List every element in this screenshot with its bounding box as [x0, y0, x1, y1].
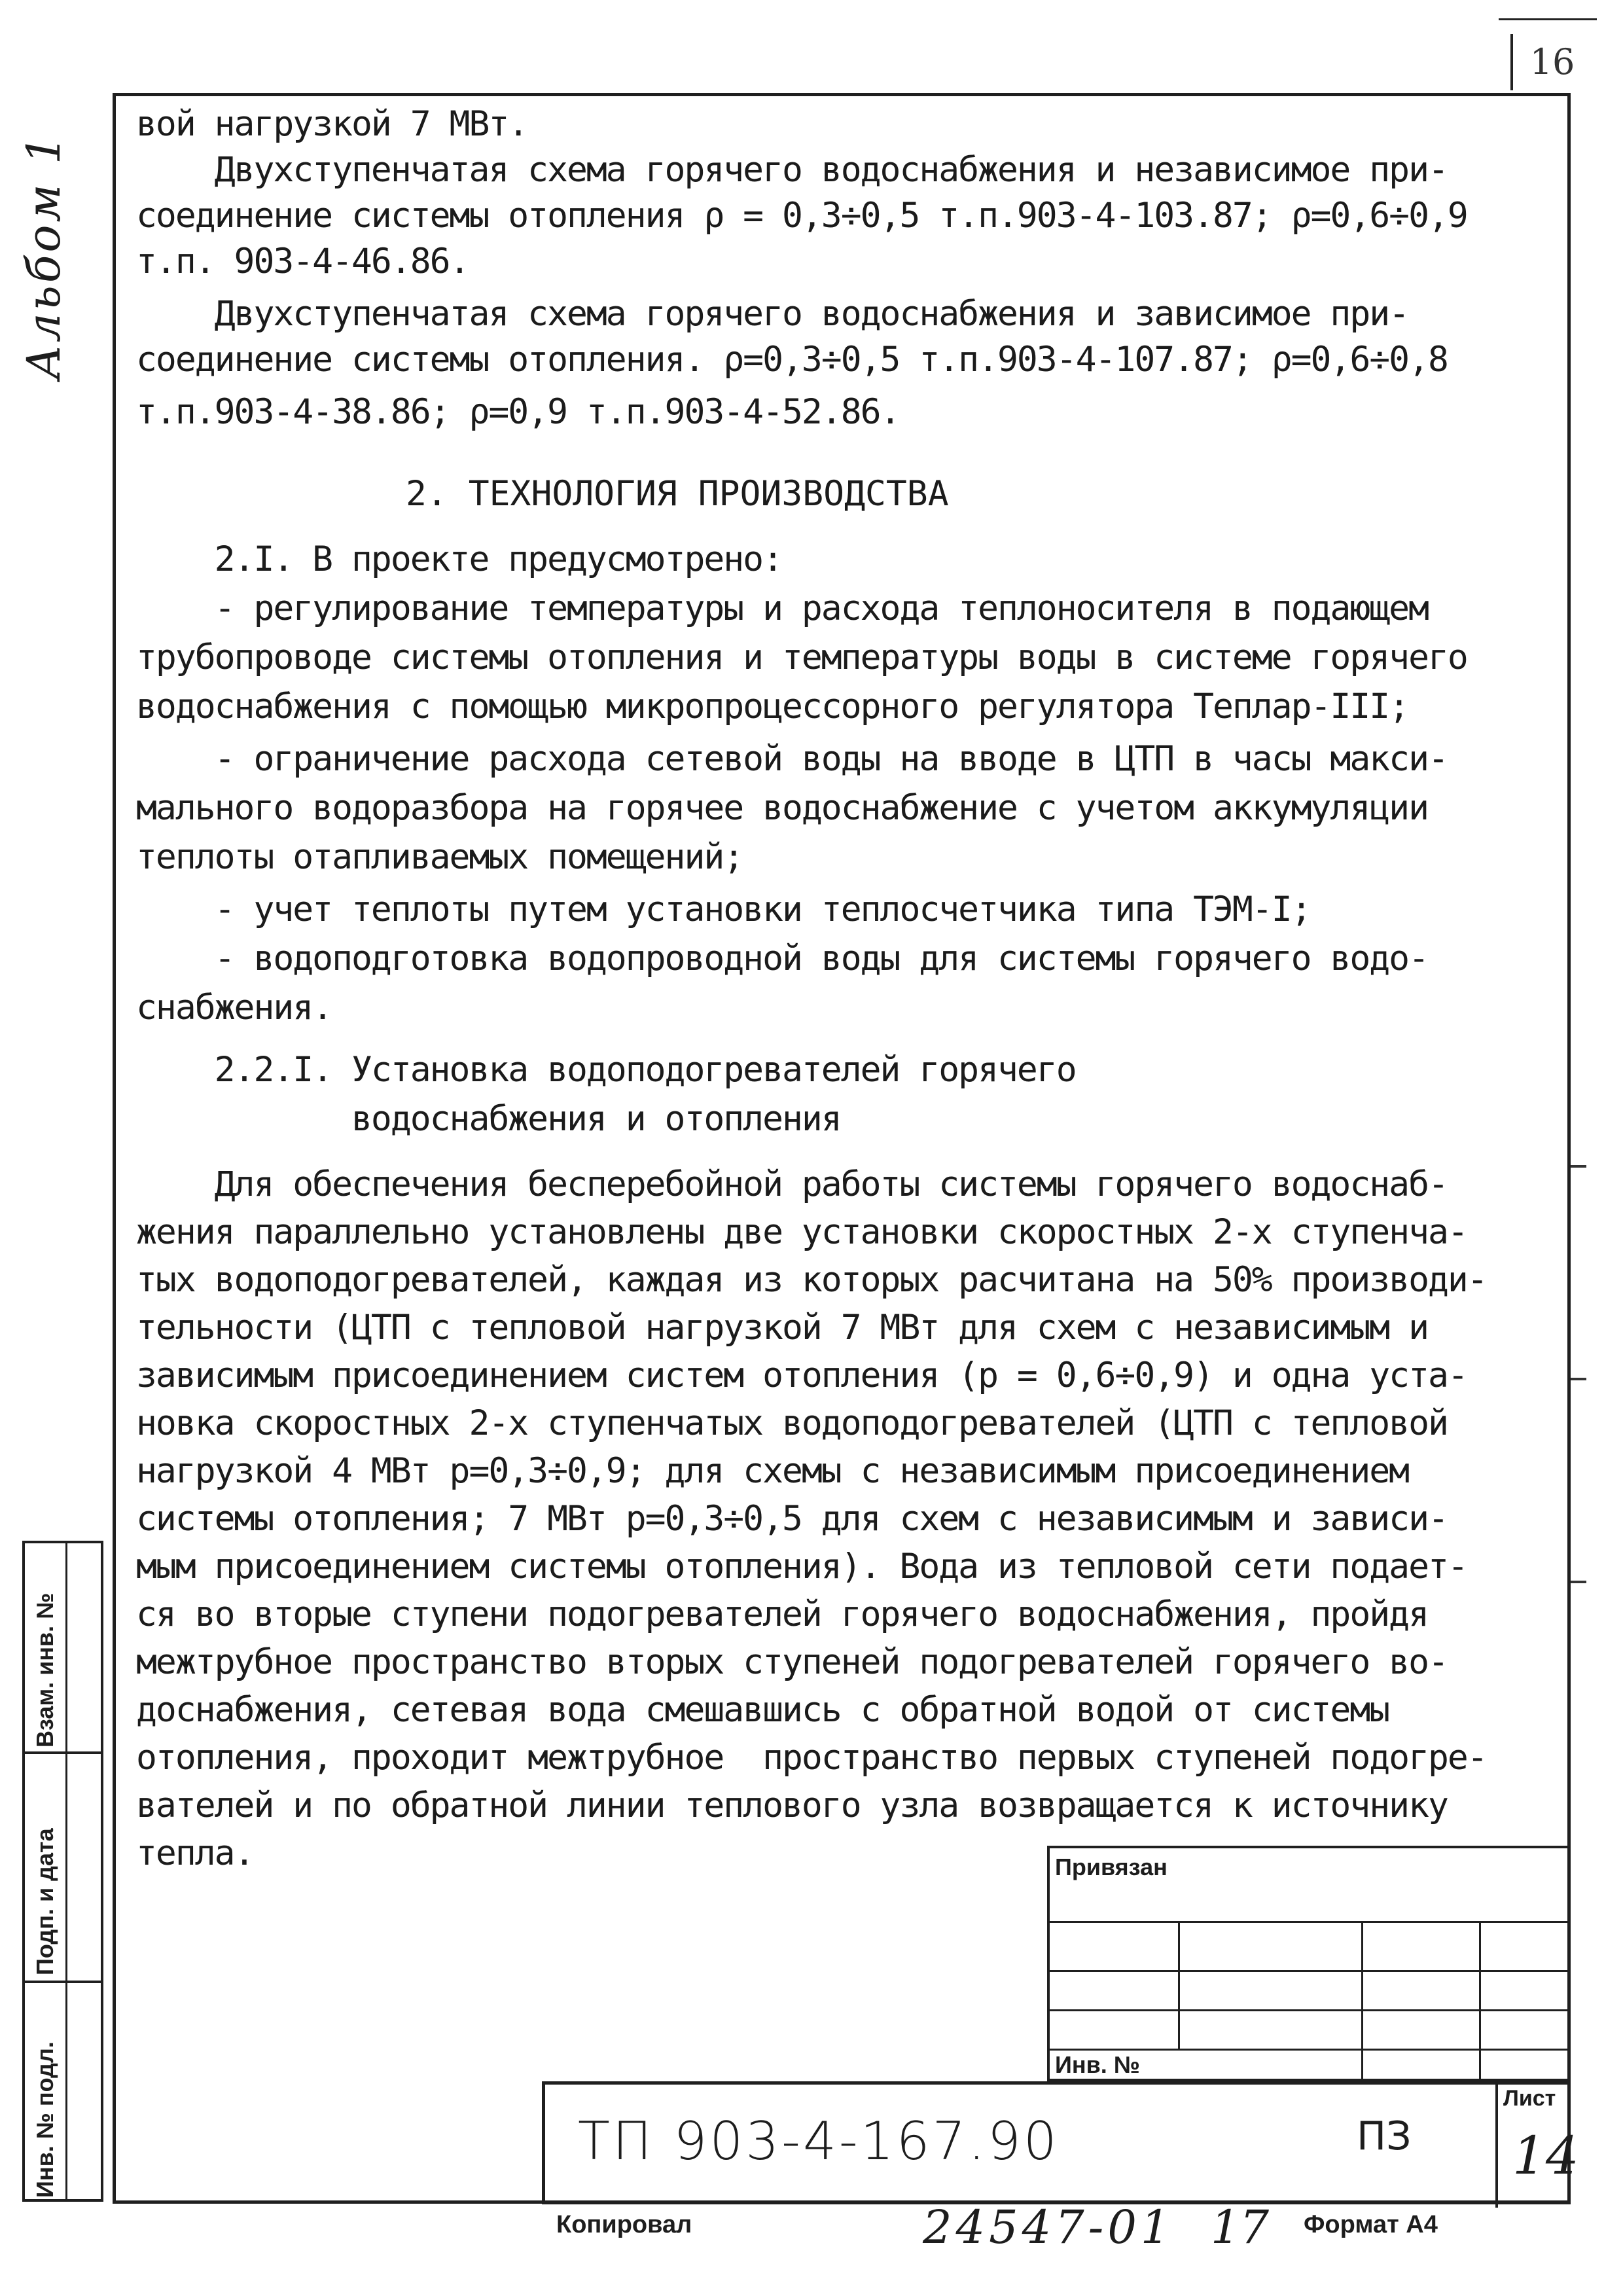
format-label: Формат А4 — [1304, 2211, 1438, 2238]
order-number: 24547-01 — [923, 2200, 1174, 2254]
inv-label: Инв. № — [1055, 2051, 1140, 2078]
sheet-cell — [1495, 2085, 1579, 2208]
text-line: Двухступенчатая схема горячего водоснабжения и зависимое при- — [136, 294, 1409, 334]
binding-stamp — [1047, 1846, 1571, 2081]
replacement-inv-label: Взам. инв. № — [31, 1592, 58, 1748]
text-line: системы отопления; 7 МВт р=0,3÷0,5 для схем с независимым и зависи- — [136, 1499, 1448, 1539]
text-line: вой нагрузкой 7 МВт. — [136, 104, 528, 144]
text-line: новка скоростных 2-х ступенчатых водоподогревателей (ЦТП с тепловой — [136, 1403, 1448, 1443]
stamp-row-line — [1047, 2009, 1571, 2011]
text-line: соединение системы отопления. ρ=0,3÷0,5 т.п.903-4-107.87; ρ=0,6÷0,8 — [136, 340, 1448, 380]
stamp-row-line — [1047, 2049, 1571, 2051]
margin-tick — [1571, 1378, 1586, 1380]
text-line: межтрубное пространство вторых ступеней подогревателей горячего во- — [136, 1642, 1448, 1682]
document-type: ПЗ — [1357, 2113, 1412, 2159]
title-block — [542, 2081, 1579, 2204]
text-line: т.п. 903-4-46.86. — [136, 242, 469, 281]
margin-strip — [22, 1541, 103, 2202]
signature-date-label: Подп. и дата — [31, 1828, 58, 1975]
stamp-row-line — [1047, 1921, 1571, 1923]
text-line: жения параллельно установлены две установки скоростных 2-х ступенча- — [136, 1212, 1467, 1252]
section-heading: 2. ТЕХНОЛОГИЯ ПРОИЗВОДСТВА — [406, 474, 949, 514]
stamp-col-line — [1361, 1921, 1363, 2081]
text-line: тепла. — [136, 1833, 254, 1873]
text-line: 2.I. В проекте предусмотрено: — [136, 539, 782, 579]
album-label: Альбом 1 — [17, 132, 71, 380]
text-line: тельности (ЦТП с тепловой нагрузкой 7 МВт для схем с независимым и — [136, 1308, 1428, 1348]
project-code: ТП 903-4-167.90 — [578, 2111, 1060, 2172]
subsection-heading: 2.2.I. Установка водоподогревателей горячего — [136, 1050, 1076, 1090]
text-line: теплоты отапливаемых помещений; — [136, 837, 743, 877]
strip-divider — [25, 1981, 101, 1983]
text-line: вателей и по обратной линии теплового узла возвращается к источнику — [136, 1785, 1448, 1825]
text-line: - учет теплоты путем установки теплосчетчика типа ТЭМ-I; — [136, 889, 1311, 929]
text-line: Для обеспечения бесперебойной работы системы горячего водоснаб- — [136, 1164, 1448, 1204]
page-number: 16 — [1510, 34, 1592, 90]
text-line: соединение системы отопления ρ = 0,3÷0,5 т.п.903-4-103.87; ρ=0,6÷0,9 — [136, 196, 1467, 236]
text-line: Двухступенчатая схема горячего водоснабжения и независимое при- — [136, 150, 1448, 190]
text-line: снабжения. — [136, 988, 332, 1028]
text-line: мального водоразбора на горячее водоснабжение с учетом аккумуляции — [136, 788, 1428, 828]
margin-tick — [1571, 1165, 1586, 1168]
margin-tick — [1571, 1581, 1586, 1583]
text-line: - водоподготовка водопроводной воды для системы горячего водо- — [136, 939, 1428, 978]
text-line: тых водоподогревателей, каждая из которых расчитана на 50% производи- — [136, 1260, 1487, 1300]
text-line: - регулирование температуры и расхода теплоносителя в подающем — [136, 588, 1428, 628]
text-line: т.п.903-4-38.86; ρ=0,9 т.п.903-4-52.86. — [136, 392, 900, 432]
text-line: отопления, проходит межтрубное пространство первых ступеней подогре- — [136, 1738, 1487, 1778]
strip-divider — [65, 1543, 67, 2199]
strip-divider — [25, 1751, 101, 1754]
copied-label: Копировал — [556, 2211, 692, 2238]
text-line: - ограничение расхода сетевой воды на вводе в ЦТП в часы макси- — [136, 739, 1448, 779]
text-line: ся во вторые ступени подогревателей горячего водоснабжения, пройдя — [136, 1594, 1428, 1634]
text-line: мым присоединением системы отопления). Вода из тепловой сети подает- — [136, 1547, 1467, 1587]
subsection-heading: водоснабжения и отопления — [136, 1099, 841, 1139]
original-inv-label: Инв. № подл. — [31, 2041, 58, 2198]
sheet-label: Лист — [1503, 2086, 1556, 2111]
stamp-border — [1047, 1846, 1571, 2081]
text-line: доснабжения, сетевая вода смешавшись с обратной водой от системы — [136, 1690, 1389, 1730]
stamp-col-line — [1479, 1921, 1481, 2081]
text-line: зависимым присоединением систем отопления (р = 0,6÷0,9) и одна уста- — [136, 1355, 1467, 1395]
text-line: нагрузкой 4 МВт р=0,3÷0,9; для схемы с независимым присоединением — [136, 1451, 1409, 1491]
text-line: водоснабжения с помощью микропроцессорного регулятора Теплар-III; — [136, 687, 1409, 726]
bound-label: Привязан — [1055, 1854, 1168, 1880]
stamp-row-line — [1047, 1970, 1571, 1972]
sheet-total: 17 — [1211, 2200, 1270, 2254]
stamp-col-line — [1178, 1921, 1180, 2049]
text-line: трубопроводе системы отопления и температуры воды в системе горячего — [136, 637, 1467, 677]
sheet-number: 14 — [1512, 2125, 1579, 2186]
